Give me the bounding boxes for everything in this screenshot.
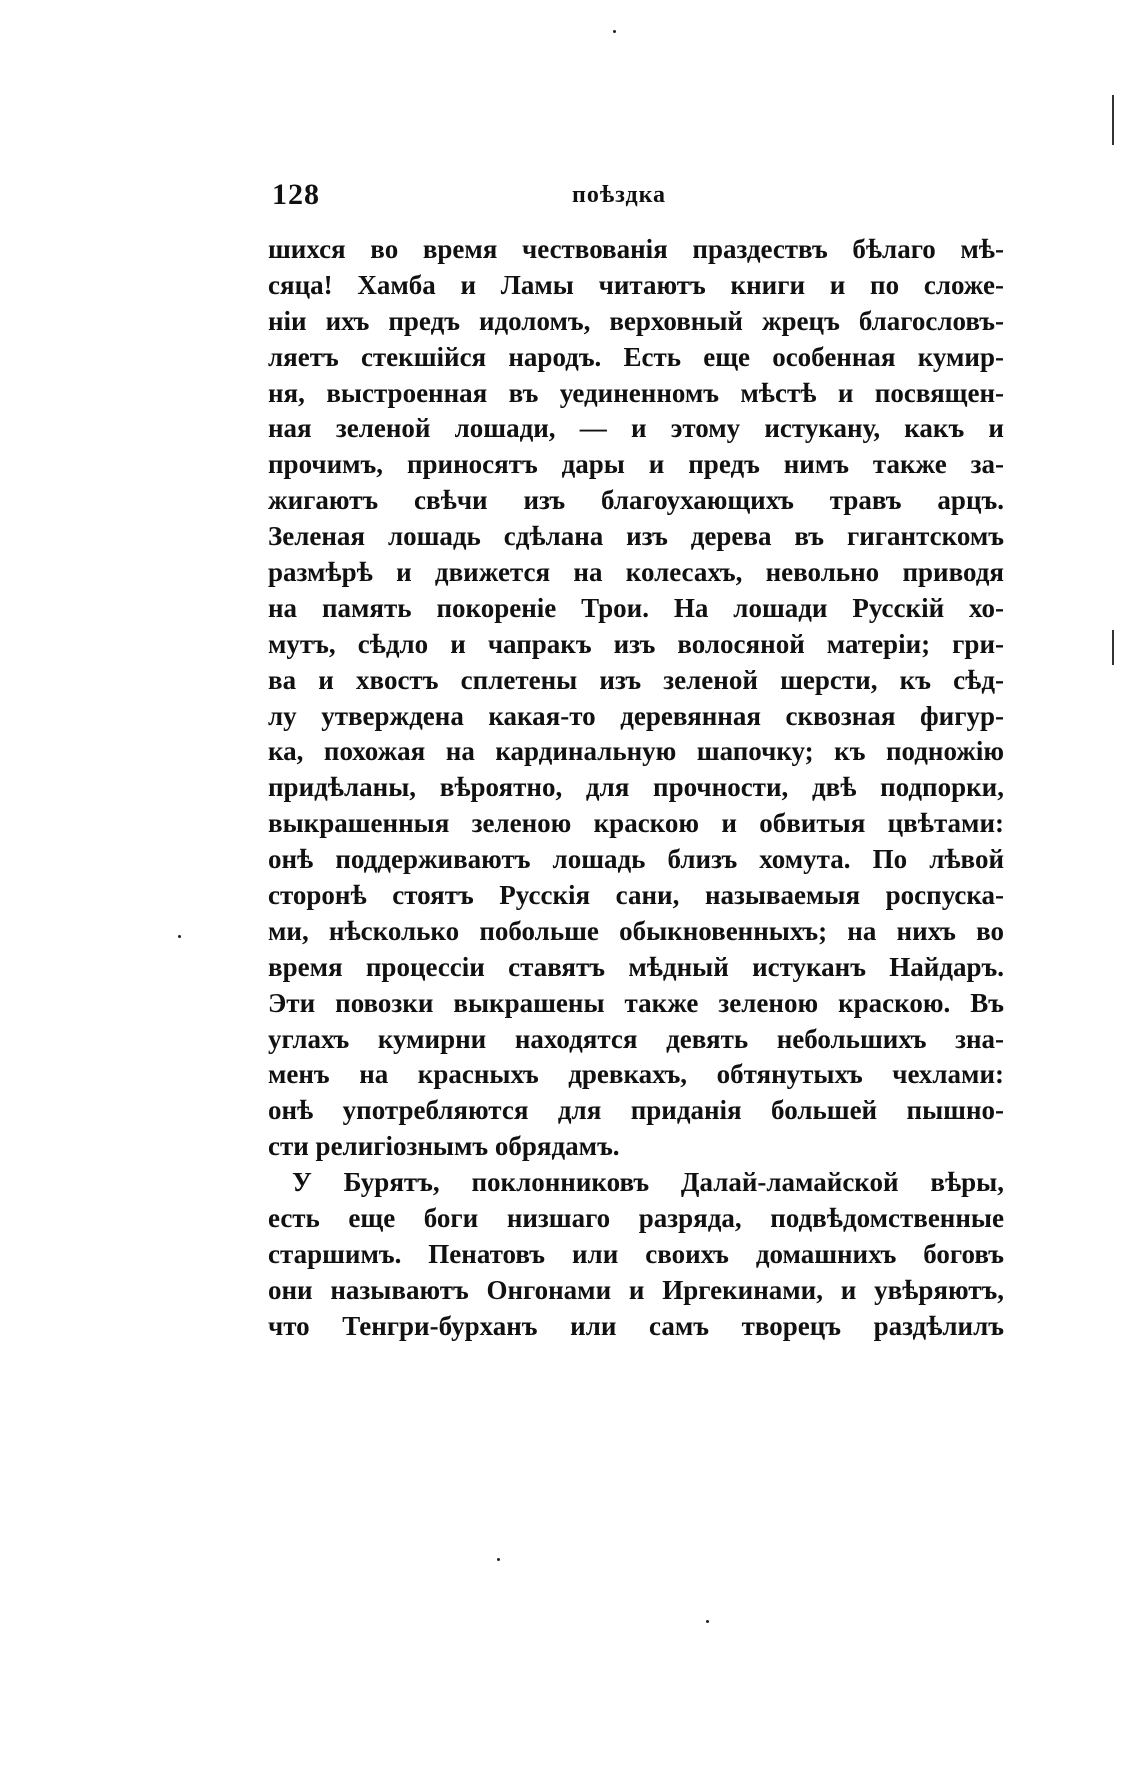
body-text [268,232,1004,1345]
text-line: ня, выстроенная въ уединенномъ мѣстѣ и посвящен- [268,377,1004,408]
text-line: ва и хвостъ сплетены изъ зеленой шерсти, къ сѣд- [268,664,1004,695]
text-line: они называютъ Онгонами и Иргекинами, и увѣряютъ, [268,1274,1004,1305]
text-line: что Тенгри-бурханъ или самъ творецъ раздѣлилъ [268,1310,1004,1341]
text-line: онѣ употребляются для приданія большей пышно- [268,1095,1004,1126]
paragraph-start-line: У Бурятъ, поклонниковъ Далай-ламайской вѣры, [292,1167,1004,1198]
text-line: ка, похожая на кардинальную шапочку; къ подножію [268,736,1004,767]
page-number: 128 [272,178,320,211]
text-line: онѣ поддерживаютъ лошадь близъ хомута. По лѣвой [268,844,1004,875]
text-line: придѣланы, вѣроятно, для прочности, двѣ подпорки, [268,772,1004,803]
running-head [272,178,1000,218]
text-line: ніи ихъ предъ идоломъ, верховный жрецъ благословъ- [268,305,1004,336]
text-line: шихся во время чествованія праздествъ бѣлаго мѣ- [268,234,1004,264]
text-line: углахъ кумирни находятся девять небольшихъ зна- [268,1023,1004,1054]
text-line: лу утверждена какая-то деревянная сквозная фигур- [268,700,1004,731]
text-line: есть еще боги низшаго разряда, подвѣдомственные [268,1203,1004,1234]
scan-edge-mark [1112,630,1114,665]
text-line: ми, нѣсколько побольше обыкновенныхъ; на нихъ во [268,915,1004,946]
text-line: жигаютъ свѣчи изъ благоухающихъ травъ арцъ. [268,485,1004,516]
text-line: время процессіи ставятъ мѣдный истуканъ Найдаръ. [268,951,1004,982]
text-line: ная зеленой лошади, — и этому истукану, какъ и [268,413,1004,444]
scan-speck [178,935,181,938]
text-line: Зеленая лошадь сдѣлана изъ дерева въ гигантскомъ [268,521,1004,552]
text-line: размѣрѣ и движется на колесахъ, невольно приводя [268,557,1004,588]
text-line: старшимъ. Пенатовъ или своихъ домашнихъ боговъ [268,1238,1004,1269]
scan-edge-mark [1112,95,1114,145]
running-title: поѣздка [572,182,667,208]
text-line: выкрашенныя зеленою краскою и обвитыя цвѣтами: [268,808,1004,839]
scan-speck [497,1558,500,1561]
text-line: сти религіознымъ обрядамъ. [268,1131,620,1162]
text-line: прочимъ, приносятъ дары и предъ нимъ также за- [268,449,1004,480]
text-line: Эти повозки выкрашены также зеленою краскою. Въ [268,987,1004,1018]
text-line: сяца! Хамба и Ламы читаютъ книги и по сложе- [268,269,1004,300]
text-line: сторонѣ стоятъ Русскія сани, называемыя роспуска- [268,880,1004,911]
text-line: ляетъ стекшійся народъ. Есть еще особенная кумир- [268,341,1004,372]
text-line: мутъ, сѣдло и чапракъ изъ волосяной матеріи; гри- [268,628,1004,659]
text-line: менъ на красныхъ древкахъ, обтянутыхъ чехлами: [268,1059,1004,1090]
scan-speck [706,1620,709,1623]
text-line: на память покореніе Трои. На лошади Русскій хо- [268,592,1004,623]
scan-speck [613,30,616,33]
